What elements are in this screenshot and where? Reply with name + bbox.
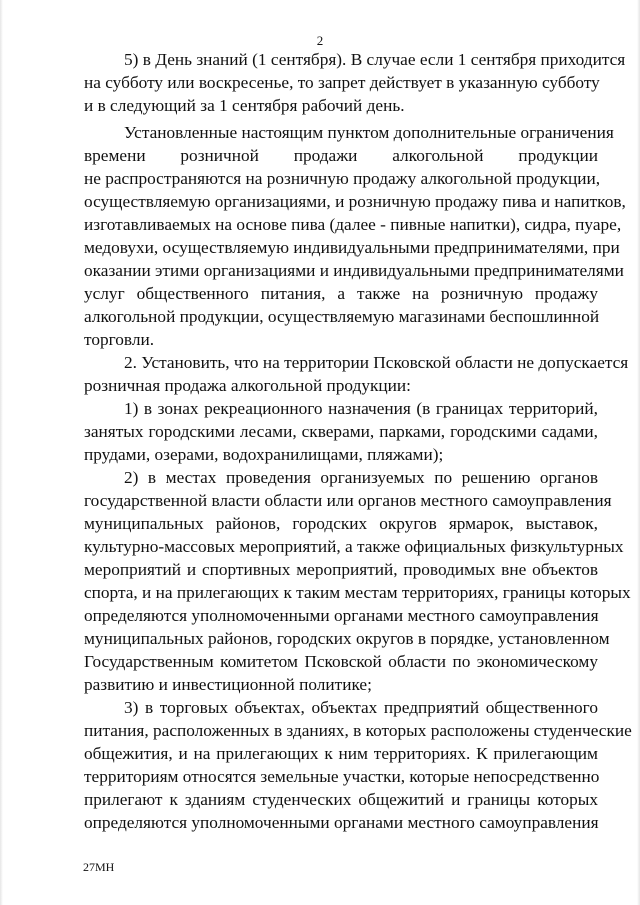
text-line: культурно-массовых мероприятий, а также официальных физкультурных (84, 537, 624, 556)
text-line: не распространяются на розничную продажу алкогольной продукции, (84, 169, 601, 188)
text-line: времени розничной продажи алкогольной продукции (84, 146, 598, 165)
text-line: оказании этими организациями и индивидуальными предпринимателями (84, 261, 624, 280)
text-line: изготавливаемых на основе пива (далее - пивные напитки), сидра, пуаре, (84, 215, 622, 234)
text-line: занятых городскими лесами, скверами, парками, городскими садами, (84, 422, 598, 441)
text-line: питания, расположенных в зданиях, в которых расположены студенческие (84, 721, 632, 740)
text-line: развитию и инвестиционной политике; (84, 675, 372, 694)
text-line: прудами, озерами, водохранилищами, пляжами); (84, 445, 444, 464)
text-line: муниципальных районов, городских округов в порядке, установленном (84, 629, 610, 648)
text-line: Государственным комитетом Псковской области по экономическому (84, 652, 598, 671)
text-line: муниципальных районов, городских округов ярмарок, выставок, (84, 514, 598, 533)
text-line: торговли. (84, 330, 155, 349)
text-line: на субботу или воскресенье, то запрет действует в указанную субботу (84, 73, 600, 92)
text-line: территориям относятся земельные участки, которые непосредственно (84, 767, 600, 786)
document-code: 27МН (83, 860, 115, 874)
text-line: алкогольной продукции, осуществляемую магазинами беспошлинной (84, 307, 600, 326)
text-line: общежития, и на прилегающих к ним территориях. К прилегающим (84, 744, 598, 763)
text-line: Установленные настоящим пунктом дополнительные ограничения (124, 123, 614, 142)
text-line: спорта, и на прилегающих к таким местам территориях, границы которых (84, 583, 631, 602)
text-line: 3) в торговых объектах, объектах предприятий общественного (124, 698, 598, 717)
text-line: прилегают к зданиям студенческих общежитий и границы которых (84, 790, 598, 809)
scan-edge-left (0, 0, 3, 905)
text-line: 2. Установить, что на территории Псковской области не допускается (124, 353, 629, 372)
text-line: определяются уполномоченными органами местного самоуправления (84, 606, 599, 625)
text-line: розничная продажа алкогольной продукции: (84, 376, 411, 395)
text-line: осуществляемую организациями, и розничную продажу пива и напитков, (84, 192, 626, 211)
text-line: и в следующий за 1 сентября рабочий день. (84, 96, 405, 115)
text-line: мероприятий и спортивных мероприятий, проводимых вне объектов (84, 560, 598, 579)
page-number: 2 (316, 33, 324, 48)
document-body (84, 48, 632, 834)
text-line: определяются уполномоченными органами местного самоуправления (84, 813, 599, 832)
text-line: 2) в местах проведения организуемых по решению органов (124, 468, 598, 487)
text-line: медовухи, осуществляемую индивидуальными предпринимателями, при (84, 238, 620, 257)
text-line: государственной власти области или органов местного самоуправления (84, 491, 612, 510)
text-line: услуг общественного питания, а также на розничную продажу (84, 284, 598, 303)
text-line: 1) в зонах рекреационного назначения (в границах территорий, (124, 399, 598, 418)
text-line: 5) в День знаний (1 сентября). В случае если 1 сентября приходится (124, 50, 626, 69)
